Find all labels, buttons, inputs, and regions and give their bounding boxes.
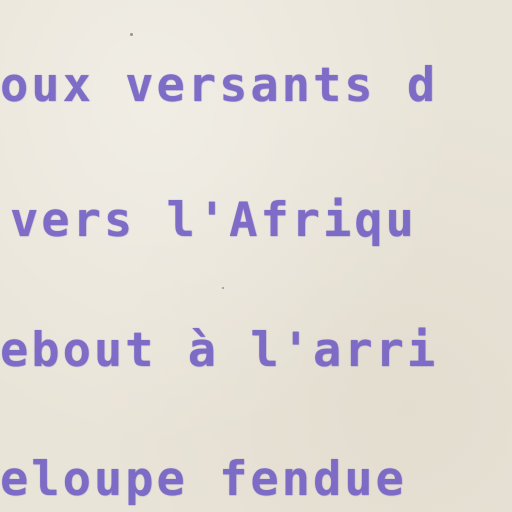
text-line-4: eloupe fendue (0, 452, 407, 507)
paper-speck (222, 287, 224, 289)
text-line-2: vers l'Afriqu (10, 193, 417, 248)
paper-speck (130, 33, 133, 36)
text-line-1: oux versants d (0, 58, 439, 113)
text-line-3: ebout à l'arri (0, 323, 439, 378)
